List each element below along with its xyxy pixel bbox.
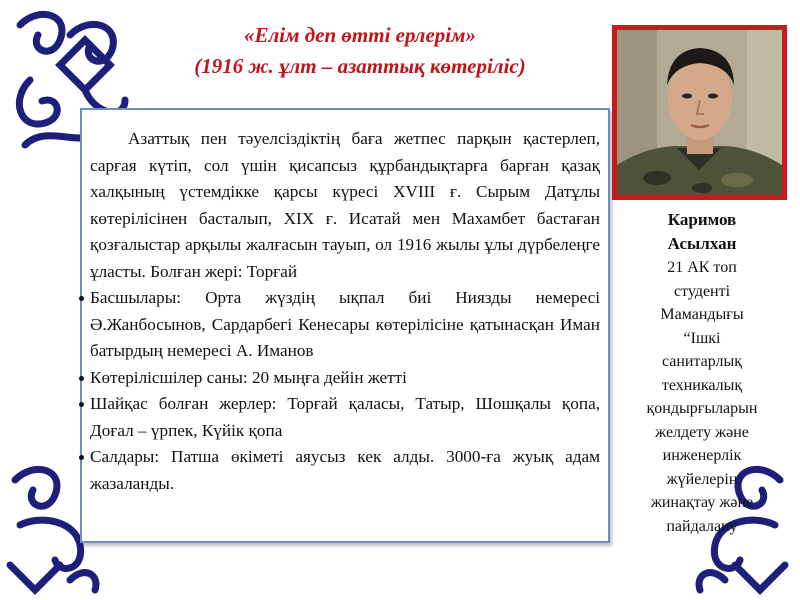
caption-line: “Ішкі	[683, 329, 721, 347]
caption-line: 21 АК топ	[667, 259, 737, 276]
caption-line: техникалық	[661, 376, 743, 394]
bullet-leaders	[90, 285, 600, 365]
portrait-photo-icon	[617, 30, 782, 195]
slide-title	[140, 20, 580, 82]
bullet-text: Басшылары: Орта жүздің ықпал биі Ниязды немересі Ә.Жанбосынов, Сардарбегі Кенесары көтерілісіне қатынасқан Иман батырдың немересі А. Иманов	[90, 288, 600, 360]
student-caption	[622, 208, 782, 538]
caption-line: санитарлық	[661, 353, 743, 370]
bullet-count	[90, 365, 600, 392]
bullet-text: Салдары: Патша өкіметі аяусыз кек алды. 3000-ға жуық адам жазаланды.	[90, 447, 600, 493]
portrait-photo	[612, 25, 787, 200]
bullet-dot-icon	[79, 455, 84, 460]
title-line-2: (1916 ж. ұлт – азаттық көтеріліс)	[194, 54, 526, 78]
caption-line: инженерлік	[662, 447, 742, 464]
main-text-box	[80, 108, 610, 543]
bullet-consequences	[90, 444, 600, 497]
caption-line: желдету және	[655, 423, 749, 441]
caption-line: Мамандығы	[660, 306, 744, 323]
caption-line: қондырғыларын	[646, 400, 758, 417]
bullet-text: Көтерілісшілер саны: 20 мыңға дейін жетті	[90, 367, 407, 387]
caption-line: пайдалану	[666, 517, 738, 535]
bullet-dot-icon	[79, 402, 84, 407]
bullet-text: Шайқас болған жерлер: Торғай қаласы, Татыр, Шошқалы қопа, Доғал – үрпек, Күйік қопа	[90, 394, 600, 440]
student-surname: Каримов	[667, 210, 737, 229]
bullet-dot-icon	[79, 296, 84, 301]
bullet-battles	[90, 391, 600, 444]
student-firstname: Асылхан	[667, 234, 737, 253]
bullet-dot-icon	[79, 376, 84, 381]
caption-line: жүйелерін	[666, 470, 738, 488]
title-line-1: «Елім деп өтті ерлерім»	[243, 23, 476, 47]
caption-line: студенті	[673, 282, 731, 300]
intro-paragraph: Азаттық пен тәуелсіздіктің баға жетпес парқын қастерлеп, сарғая күтіп, сол үшін қисапсыз құрбандықтарға барған қазақ халқының үстемдікке қарсы күресі XVIII ғ. Сырым Датұлы көтерілісінен басталып, XIX ғ. Исатай мен Махамбет бастаған қозғалыстар арқылы жалғасын тауып, ол 1916 жылы ұлы дүрбелеңге ұласты. Болған жері: Торғай	[90, 129, 600, 281]
caption-line: жинақтау және	[650, 494, 754, 511]
